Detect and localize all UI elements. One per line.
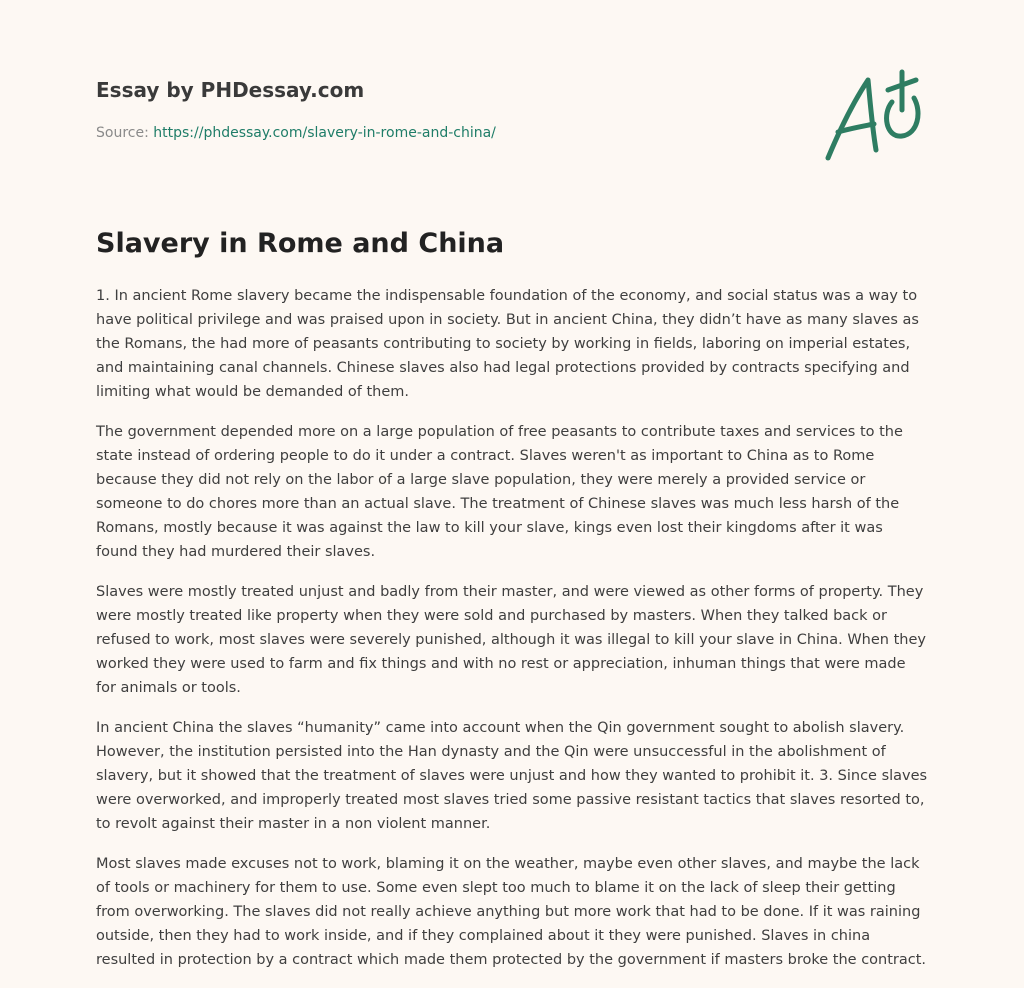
essay-paragraph: In ancient China the slaves “humanity” came into account when the Qin government sought to abolish slavery. However, the institution persisted into the Han dynasty and the Qin were unsuccessful in the abolishment of slavery, but it showed that the treatment of slaves were unjust and how they wanted to prohibit it. 3. Since slaves were overworked, and improperly treated most slaves tried some passive resistant tactics that slaves resorted to, to revolt against their master in a non violent manner. <box>96 720 928 832</box>
essay-paragraph: Most slaves made excuses not to work, blaming it on the weather, maybe even other slaves, and maybe the lack of tools or machinery for them to use. Some even slept too much to blame it on the lack of sleep their getting from overworking. The slaves did not really achieve anything but more work that had to be done. If it was raining outside, then they had to work inside, and if they complained about it they were punished. Slaves in china resulted in protection by a contract which made them protected by the government if masters broke the contract. <box>96 856 927 968</box>
essay-paragraph: The government depended more on a large population of free peasants to contribute taxes and services to the state instead of ordering people to do it under a contract. Slaves weren't as important to China as to Rome because they did not rely on the labor of a large slave population, they were merely a provided service or someone to do chores more than an actual slave. The treatment of Chinese slaves was much less harsh of the Romans, mostly because it was against the law to kill your slave, kings even lost their kingdoms after it was found they had murdered their slaves. <box>96 424 903 560</box>
source-link[interactable]: https://phdessay.com/slavery-in-rome-and-china/ <box>153 125 496 141</box>
essay-paragraph: Slaves were mostly treated unjust and badly from their master, and were viewed as other forms of property. They were mostly treated like property when they were sold and purchased by masters. When they talked back or refused to work, most slaves were severely punished, although it was illegal to kill your slave in China. When they worked they were used to farm and fix things and with no rest or appreciation, inhuman things that were made for animals or tools. <box>96 584 926 696</box>
essay-body <box>96 284 928 988</box>
a-plus-grade-icon <box>818 66 930 166</box>
source-line <box>96 124 796 142</box>
essay-header <box>96 76 796 142</box>
essay-paragraph: 1. In ancient Rome slavery became the indispensable foundation of the economy, and social status was a way to have political privilege and was praised upon in society. But in ancient China, they didn’t have as many slaves as the Romans, the had more of peasants contributing to society by working in fields, laboring on imperial estates, and maintaining canal channels. Chinese slaves also had legal protections provided by contracts specifying and limiting what would be demanded of them. <box>96 288 919 400</box>
brand-title: Essay by PHDessay.com <box>96 78 365 102</box>
source-label: Source: <box>96 125 149 141</box>
essay-title: Slavery in Rome and China <box>96 228 505 259</box>
